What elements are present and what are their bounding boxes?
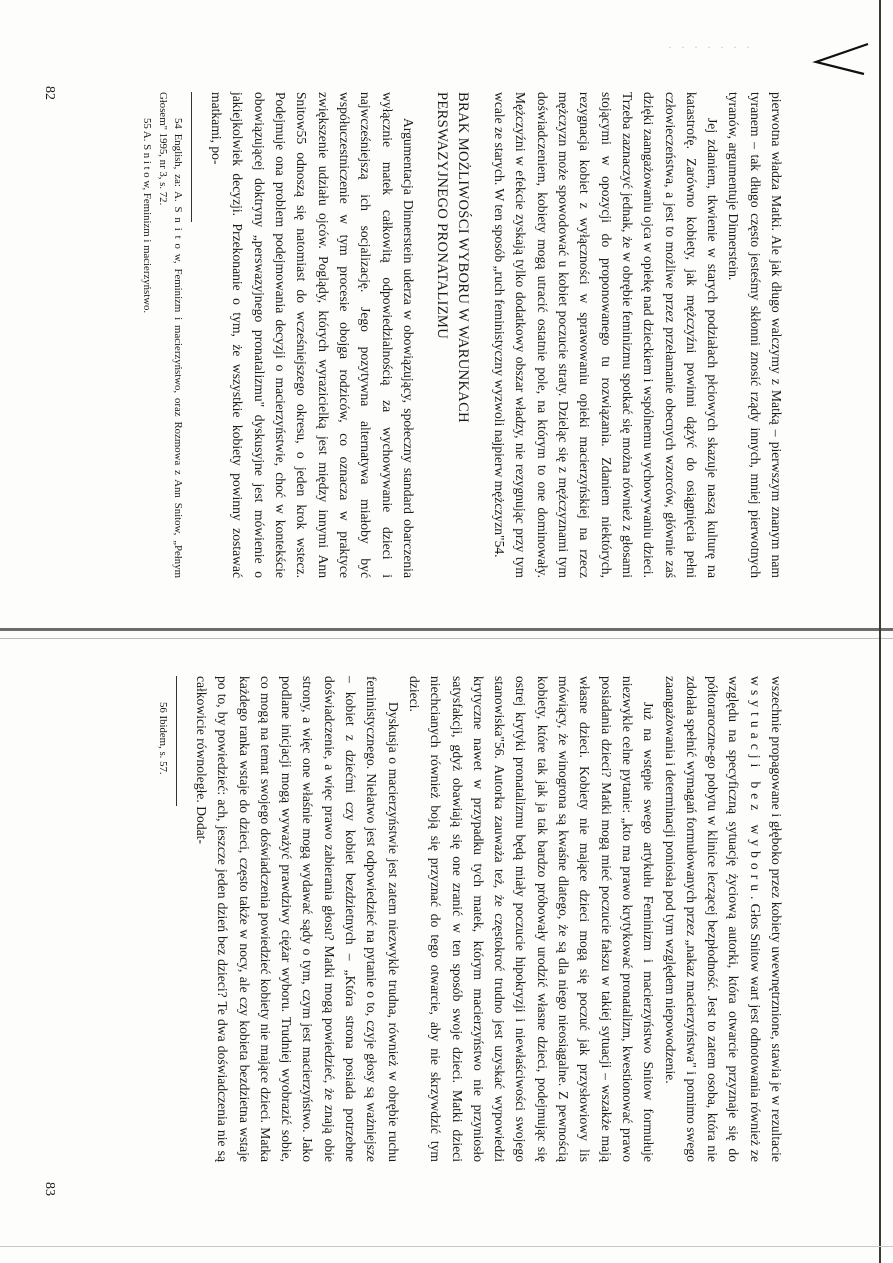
page-edge: [879, 0, 881, 1263]
page-number: 83: [42, 1182, 57, 1196]
footnote-rule: [176, 676, 177, 806]
emphasized-phrase: sytuacji bez wyboru: [747, 690, 763, 897]
paragraph: Argumentacja Dinnerstein uderza w obowiązujący, społeczny standard obarczenia wyłącznie matek całkowitą odpowiedzialnością za wychowywanie dzieci i najwcześniejszą ich socjalizację. Jego pozytywna alternatywa miałoby być współuczestniczenie w tym procesie obojga rodziców, co oznacza w praktyce zwiększenie udziału ojców. Poglądy, których wyrazicielką jest między innymi Ann Snitow55 odnoszą się natomiast do wcześniejszego okresu, o jeden krok wstecz. Podejmuje ona problem podejmowania decyzji o macierzyństwie, choć w kontekście obowiązującej doktryny „perswazyjnego pronatalizmu" dyskusyjne jest mówienie o jakiejkolwiek decyzji. Przekonanie o tym, że wszystkie kobiety powinny zostawać matkami, po-: [209, 92, 416, 578]
paragraph: [659, 676, 787, 1162]
gutter-shadow: [0, 638, 893, 639]
heading-line: BRAK MOŻLIWOŚCI WYBORU W WARUNKACH: [454, 92, 471, 424]
pen-mark-icon: [808, 40, 872, 80]
heading-line: PERSWAZYJNEGO PRONATALIZMU: [433, 92, 450, 340]
footnote: 54 English, za: A. S n i t o w, Feminizm i macierzyństwo, oraz Rozmowa z Ann Snitow, „Pełnym Głosem" 1995, nr 3, s. 72.: [156, 92, 184, 578]
paragraph: Już na wstępie swego artykułu Feminizm i macierzyństwo Snitow formułuje niezwykle celne pytanie: „kto ma prawo krytykować pronatalizm, kwestionować prawo posiadania dzieci? Matki mogą mieć poczucie fałszu w takiej sytuacji – wszakże mają własne dzieci. Kobiety nie mające dzieci mogą się poczuć jak przysłowiowy lis mówiący, że winogrona są kwaśne dlatego, że są dla niego nieosiągalne. Z pewnością kobiety, które tak jak ja tak bardzo próbowały urodzić własne dzieci, podejmując się ostrej krytyki pronatalizmu będą miały poczucie hipokryzji i niewłaściwości swojego stanowiska"56. Autorka zauważa też, że częstokroć trudno jest uzyskać wypowiedzi krytyczne nawet w przypadku tych matek, którym macierzyństwo nie przyniosło satysfakcji, gdyż obawiają się one zranić w ten sposób swoje dzieci. Matki dzieci niechcianych również boją się przyznać do tego otwarcie, aby nie skrzywdzić tym dzieci.: [406, 676, 657, 1162]
paragraph-rest: . Głos Snitow wart jest odnotowania również ze względu na specyficzną sytuację życiową autorki, która otwarcie przyznaje się do półtoraroczne-go pobytu w klinice leczącej bezpłodność. Jest to zatem osoba, która nie zdołała spełnić wymagań formułowanych przez „nakaz macierzyństwa" i pomimo swego zaangażowania i determinacji poniosła pod tym względem niepowodzenie.: [662, 676, 763, 1162]
page-number: 82: [42, 86, 57, 100]
book-gutter: [0, 628, 893, 631]
footnote: 56 Ibidem, s. 57.: [156, 702, 169, 775]
page-82: [139, 92, 787, 578]
footnote: 55 A. S n i t o w, Feminizm i macierzyństwo.: [140, 118, 153, 314]
section-heading: [431, 92, 473, 578]
paragraph-start: wszechnie propagowane i głęboko przez kobiety uwewnętrznione, stawia je w rezultacie w: [747, 676, 784, 1162]
scan-artifact: · · · · · · ·: [668, 40, 753, 54]
scan-edge: [0, 1246, 893, 1247]
paragraph: pierwotna władza Matki. Ale jak długo walczymy z Matką – pierwszym znanym nam tyranem – tak długo często jesteśmy skłonni znosić rządy innych, mniej pierwotnych tyranów, argumentuje Dinnerstein.: [726, 92, 784, 578]
paragraph: Dyskusja o macierzyństwie jest zatem niezwykle trudna, również w obrębie ruchu feministycznego. Niełatwo jest odpowiedzieć na pytanie o to, czyje głosy są ważniejsze – kobiet z dziećmi czy kobiet bezdzietnych – „Która strona posiada potrzebne doświadczenie, a więc prawo zabierania głosu? Matki mogą powiedzieć, że znają obie strony, a więc one właśnie mogą wydawać sądy o tym, czym jest macierzyństwo. Jako podlane inicjacji mogą wyważyć prawdziwy ciężar wyboru. Trudniej wyobrazić sobie, co mogą na temat swojego doświadczenia powiedzieć kobiety nie mające dzieci. Matka każdego ranka wstaje do dzieci, często także w nocy, ale czy kobieta bezdzietna wstaje po to, by powiedzieć: ach, jeszcze jeden dzień bez dzieci? Te dwa doświadczenia nie są całkowicie równoległe. Dodat-: [193, 676, 401, 1162]
paragraph: Jej zdaniem, tkwienie w starych podziałach płciowych skazuje naszą kulturę na katastrofę. Zarówno kobiety, jak mężczyźni powinni dążyć do osiągnięcia pełni człowieczeństwa, a jest to możliwe przez przełamanie obecnych wzorców, głównie zaś dzięki zaangażowaniu ojca w opiekę nad dzieckiem i wspólnemu wychowywaniu dzieci. Trzeba zaznaczyć jednak, że w obrębie feminizmu spotkać się można również z głosami stojącymi w opozycji do proponowanego tu rozwiązania. Zdaniem niektórych, rezygnacja kobiet z wyłączności w sprawowaniu opieki macierzyńskiej na rzecz mężczyzn może spowodować u kobiet poczucie straty. Dzieląc się z mężczyznami tym doświadczeniem, kobiety mogą utracić ostatnie pole, na którym to one dominowały. Mężczyźni w efekcie zyskają tylko dodatkowy obszar władzy, nie rezygnując przy tym wcale ze starych. W ten sposób „ruch feministyczny wyzwoli najpierw mężczyzn"54.: [492, 92, 721, 578]
page-83: [155, 676, 787, 1162]
footnote-rule: [191, 92, 192, 222]
